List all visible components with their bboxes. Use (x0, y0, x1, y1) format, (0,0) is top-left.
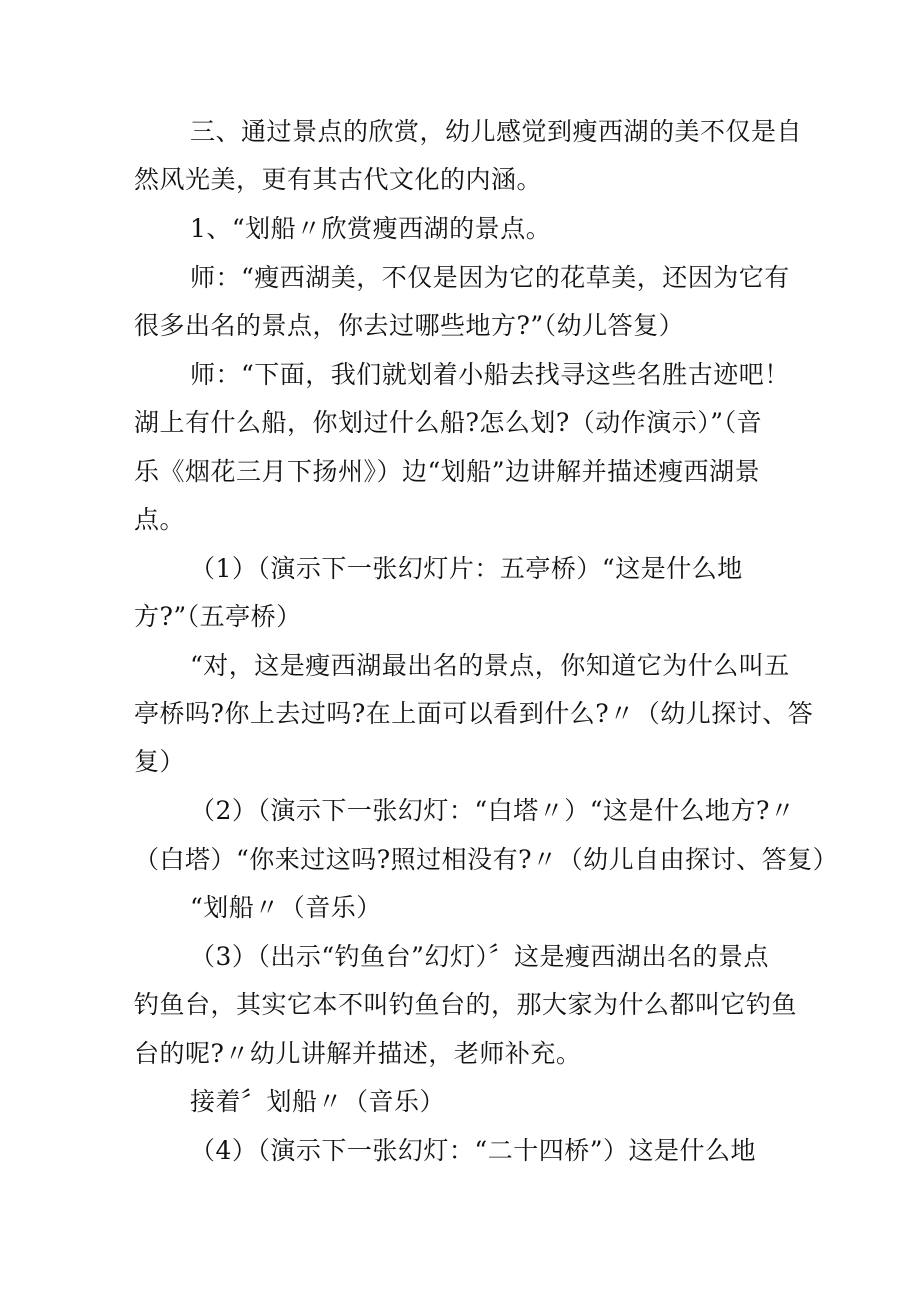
paragraph-line: 很多出名的景点，你去过哪些地方?”（幼儿答复） (134, 311, 685, 340)
paragraph-line: 1、“划船〃欣赏瘦西湖的景点。 (190, 214, 552, 243)
paragraph-line: 方?”（五亭桥） (134, 602, 302, 631)
paragraph-line: 复） (134, 747, 186, 776)
paragraph-line: 三、通过景点的欣赏，幼儿感觉到瘦西湖的美不仅是自 (190, 117, 803, 146)
paragraph-line: 湖上有什么船，你划过什么船?怎么划?（动作演示）”（音 (134, 408, 763, 437)
paragraph-line: （3）（出示“钓鱼台”幻灯）〞这是瘦西湖出名的景点 (190, 942, 769, 971)
paragraph-line: 接着〞划船〃（音乐） (190, 1087, 446, 1116)
paragraph-line: “对，这是瘦西湖最出名的景点，你知道它为什么叫五 (190, 651, 790, 680)
paragraph-line: （4）（演示下一张幻灯：“二十四桥”）这是什么地 (190, 1136, 756, 1165)
paragraph-line: 点。 (134, 505, 186, 534)
paragraph-line: 台的呢?〃幼儿讲解并描述，老师补充。 (134, 1039, 582, 1068)
paragraph-line: （1）（演示下一张幻灯片：五亭桥）“这是什么地 (190, 554, 743, 583)
paragraph-line: 乐《烟花三月下扬州》）边“划船”边讲解并描述瘦西湖景 (134, 457, 761, 486)
paragraph-line: 师：“下面，我们就划着小船去找寻这些名胜古迹吧！ (190, 360, 790, 389)
paragraph-line: （2）（演示下一张幻灯：“白塔〃）“这是什么地方?〃 (190, 796, 796, 825)
paragraph-line: 师：“瘦西湖美，不仅是因为它的花草美，还因为它有 (190, 263, 790, 292)
paragraph-line: （白塔）“你来过这吗?照过相没有?〃（幼儿自由探讨、答复） (134, 845, 839, 874)
paragraph-line: 钓鱼台，其实它本不叫钓鱼台的，那大家为什么都叫它钓鱼 (134, 990, 798, 1019)
paragraph-line: 亭桥吗?你上去过吗?在上面可以看到什么?〃（幼儿探讨、答 (134, 699, 814, 728)
paragraph-line: “划船〃（音乐） (190, 893, 382, 922)
paragraph-line: 然风光美，更有其古代文化的内涵。 (134, 165, 543, 194)
